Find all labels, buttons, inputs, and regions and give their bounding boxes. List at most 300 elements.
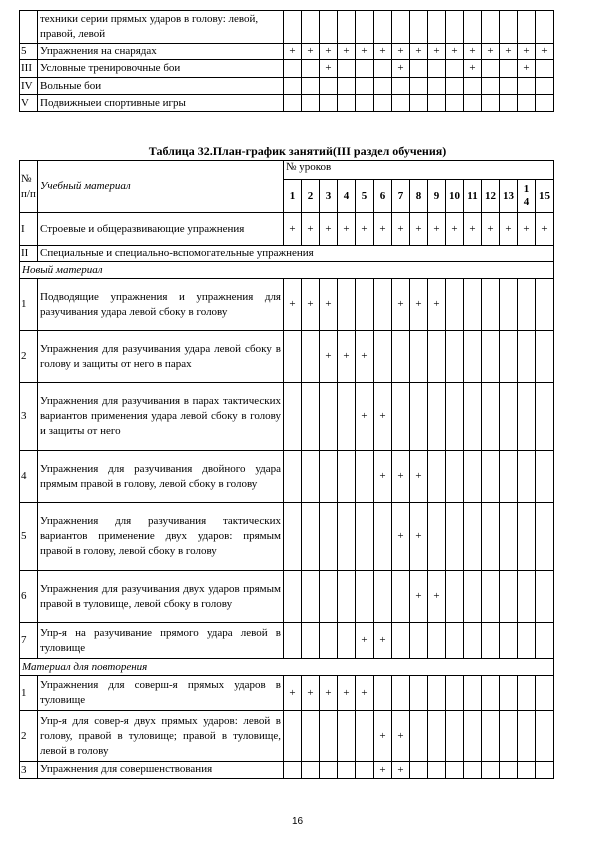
lesson-cell [356,11,374,44]
plus-mark: + [523,222,530,235]
lesson-cell [338,762,356,779]
lesson-cell [320,383,338,451]
lesson-number-text: 5 [361,189,368,202]
lesson-cell [374,711,392,762]
lesson-cell [500,676,518,711]
lesson-cell [320,11,338,44]
lesson-cell [392,60,410,78]
lesson-cell [338,60,356,78]
row-number: 3 [20,762,38,779]
lesson-cell [536,331,554,383]
lesson-cell [464,451,482,503]
lesson-cell [482,44,500,60]
plus-mark: + [361,222,368,235]
lesson-cell [482,571,500,623]
lesson-number [410,180,428,213]
plus-mark: + [343,45,350,57]
lesson-cell [464,11,482,44]
lesson-cell [320,676,338,711]
lesson-cell [392,451,410,503]
plus-mark: + [415,222,422,235]
table-row [20,246,554,262]
lesson-cell [410,60,428,78]
lesson-cell [500,95,518,112]
plus-mark: + [415,530,422,542]
row-number: IV [20,78,38,95]
plus-mark: + [415,298,422,310]
lesson-cell [284,213,302,246]
lesson-cell [374,623,392,659]
plus-mark: + [325,350,332,362]
lesson-cell [464,623,482,659]
row-number: 3 [20,383,38,451]
lesson-cell [284,95,302,112]
lesson-number-text: 14 [523,182,530,208]
row-number: I [20,213,38,246]
row-text: Вольные бои [38,78,284,95]
lesson-cell [320,623,338,659]
plus-mark: + [415,590,422,602]
lesson-cell [410,451,428,503]
lesson-cell [446,762,464,779]
lesson-cell [482,711,500,762]
lesson-cell [392,331,410,383]
lesson-cell [320,44,338,60]
lesson-number-text: 8 [415,189,422,202]
lesson-cell [284,623,302,659]
lesson-cell [302,503,320,571]
lesson-cell [536,279,554,331]
lesson-cell [302,762,320,779]
lesson-cell [338,11,356,44]
lesson-cell [374,60,392,78]
lesson-cell [482,60,500,78]
lesson-cell [464,383,482,451]
lesson-cell [500,78,518,95]
lesson-number [464,180,482,213]
lesson-plan-table [19,160,554,779]
lesson-cell [536,60,554,78]
lesson-cell [518,213,536,246]
lesson-cell [356,676,374,711]
section-title: Материал для повторения [20,659,554,676]
lesson-cell [482,95,500,112]
lesson-cell [428,711,446,762]
plus-mark: + [361,350,368,362]
lesson-number-text: 7 [397,189,404,202]
lesson-cell [410,711,428,762]
section-row [20,659,554,676]
lesson-cell [536,711,554,762]
section-title: Новый материал [20,262,554,279]
lesson-cell [464,762,482,779]
plus-mark: + [433,590,440,602]
lesson-cell [464,331,482,383]
lesson-cell [356,60,374,78]
plus-mark: + [307,686,314,699]
lesson-cell [284,44,302,60]
lesson-cell [428,571,446,623]
table-row [20,331,554,383]
lesson-cell [500,44,518,60]
lesson-cell [374,95,392,112]
lesson-cell [500,279,518,331]
lesson-cell [410,213,428,246]
lesson-cell [428,78,446,95]
lesson-cell [464,711,482,762]
lesson-cell [464,571,482,623]
lesson-cell [410,95,428,112]
plus-mark: + [397,530,404,542]
lesson-cell [518,95,536,112]
lesson-cell [446,78,464,95]
lesson-cell [500,383,518,451]
plus-mark: + [379,729,386,742]
lesson-cell [500,11,518,44]
lesson-cell [518,78,536,95]
table-row [20,676,554,711]
lesson-number [392,180,410,213]
lesson-cell [356,623,374,659]
lesson-cell [482,623,500,659]
lesson-cell [410,503,428,571]
lesson-number-text: 15 [539,189,550,202]
row-text: Упражнения для разучивания двойного удара прямым правой в голову, левой сбоку в голову [38,451,284,503]
lesson-cell [518,11,536,44]
lesson-cell [410,44,428,60]
row-number: 1 [20,279,38,331]
lesson-number-text: 9 [433,189,440,202]
lesson-number-text: 13 [503,189,514,202]
lesson-cell [356,95,374,112]
material-header: Учебный материал [38,161,284,213]
lesson-number [320,180,338,213]
table-caption: Таблица 32.План-график занятий(III раздел обучения) [148,144,447,158]
lesson-cell [338,213,356,246]
lesson-cell [338,95,356,112]
plus-mark: + [541,222,548,235]
lesson-cell [536,78,554,95]
plus-mark: + [397,222,404,235]
lesson-cell [374,11,392,44]
lesson-cell [536,44,554,60]
lesson-cell [356,44,374,60]
plus-mark: + [469,62,476,74]
lesson-cell [464,213,482,246]
lesson-cell [482,78,500,95]
lesson-cell [284,676,302,711]
plus-mark: + [469,45,476,57]
lesson-cell [446,279,464,331]
plus-mark: + [397,298,404,310]
lesson-cell [446,11,464,44]
row-text: Упражнения на снарядах [38,44,284,60]
lesson-cell [338,623,356,659]
lesson-cell [374,331,392,383]
lesson-cell [302,676,320,711]
row-text: Упражнения для разучивания в парах тактических вариантов применения удара левой сбоку в голову и защиты от него [38,383,284,451]
lesson-cell [428,11,446,44]
lesson-cell [338,78,356,95]
lesson-cell [302,60,320,78]
lesson-cell [356,213,374,246]
lesson-cell [536,676,554,711]
plus-mark: + [541,45,548,57]
plus-mark: + [415,470,422,482]
row-text: Подвижныеи спортивные игры [38,95,284,112]
lesson-cell [302,571,320,623]
row-text: Упражнения для разучивания удара левой сбоку в голову и защиты от него в парах [38,331,284,383]
plus-mark: + [325,298,332,310]
lesson-cell [374,279,392,331]
lesson-number-text: 10 [449,189,460,202]
plus-mark: + [325,45,332,57]
plus-mark: + [505,45,512,57]
lesson-cell [356,711,374,762]
lesson-cell [374,78,392,95]
lesson-cell [392,213,410,246]
plus-mark: + [325,62,332,74]
lesson-cell [284,711,302,762]
lesson-cell [284,331,302,383]
row-text: техники серии прямых ударов в голову: левой, правой, левой [38,11,284,44]
table-row [20,60,554,78]
row-number: V [20,95,38,112]
lesson-cell [356,451,374,503]
lesson-number [374,180,392,213]
lesson-cell [428,451,446,503]
lesson-cell [374,762,392,779]
lesson-cell [392,762,410,779]
lesson-cell [302,711,320,762]
row-text: Специальные и специально-вспомогательные упражнения [38,246,554,262]
lesson-cell [428,623,446,659]
lesson-cell [338,383,356,451]
lesson-cell [518,571,536,623]
lesson-cell [500,451,518,503]
lesson-number-text: 2 [307,189,314,202]
lesson-cell [500,762,518,779]
lesson-cell [518,279,536,331]
lesson-cell [536,95,554,112]
lesson-cell [428,279,446,331]
row-number: 2 [20,711,38,762]
lesson-cell [356,762,374,779]
plus-mark: + [433,298,440,310]
lesson-cell [356,383,374,451]
lesson-cell [338,503,356,571]
lesson-cell [284,503,302,571]
lesson-cell [482,11,500,44]
lesson-cell [464,279,482,331]
lesson-cell [374,44,392,60]
row-number: 2 [20,331,38,383]
lesson-cell [446,44,464,60]
lesson-cell [482,503,500,571]
plus-mark: + [415,45,422,57]
lesson-cell [284,383,302,451]
row-number [20,11,38,44]
lesson-cell [392,623,410,659]
lesson-cell [536,503,554,571]
plus-mark: + [379,222,386,235]
lesson-cell [500,711,518,762]
page-number: 16 [291,816,304,827]
row-text: Упр-я для совер-я двух прямых ударов: левой в голову, правой в туловище; правой в туловище, левой в голову [38,711,284,762]
lesson-cell [446,331,464,383]
row-number: 1 [20,676,38,711]
lesson-cell [446,451,464,503]
lesson-cell [392,44,410,60]
lesson-cell [500,60,518,78]
table-row [20,213,554,246]
plus-mark: + [289,298,296,310]
lesson-cell [446,571,464,623]
lesson-cell [284,762,302,779]
plus-mark: + [361,410,368,422]
lesson-cell [338,711,356,762]
plus-mark: + [361,45,368,57]
lesson-cell [320,503,338,571]
lesson-number [500,180,518,213]
row-number: 5 [20,503,38,571]
lesson-cell [374,676,392,711]
lesson-cell [410,383,428,451]
lesson-cell [392,95,410,112]
row-number: 5 [20,44,38,60]
lesson-cell [482,213,500,246]
lesson-cell [374,503,392,571]
lesson-cell [428,676,446,711]
lesson-cell [464,44,482,60]
lesson-number-text: 12 [485,189,496,202]
lesson-cell [284,571,302,623]
row-text: Упражнения для соверш-я прямых ударов в туловище [38,676,284,711]
plus-mark: + [397,45,404,57]
plus-mark: + [469,222,476,235]
row-text: Условные тренировочные бои [38,60,284,78]
table-row [20,95,554,112]
row-number: 7 [20,623,38,659]
lesson-cell [302,279,320,331]
lesson-cell [302,383,320,451]
lesson-cell [518,711,536,762]
lesson-cell [284,451,302,503]
lesson-cell [500,213,518,246]
lesson-cell [482,279,500,331]
lesson-cell [500,623,518,659]
lesson-cell [302,78,320,95]
lesson-cell [410,279,428,331]
lesson-cell [410,78,428,95]
lesson-cell [500,331,518,383]
lesson-cell [464,95,482,112]
lesson-cell [464,503,482,571]
plus-mark: + [451,222,458,235]
lesson-cell [284,279,302,331]
lesson-cell [356,571,374,623]
lesson-cell [392,78,410,95]
lesson-cell [302,451,320,503]
lesson-cell [410,623,428,659]
lesson-number [518,180,536,213]
plus-mark: + [487,45,494,57]
lesson-cell [338,279,356,331]
lesson-cell [536,623,554,659]
lesson-cell [428,60,446,78]
row-number: II [20,246,38,262]
lesson-cell [428,95,446,112]
row-number: III [20,60,38,78]
plus-mark: + [397,763,404,776]
lesson-number-text: 11 [467,189,478,202]
lesson-cell [284,11,302,44]
lesson-cell [536,11,554,44]
lesson-number [338,180,356,213]
lesson-cell [374,451,392,503]
lesson-cell [428,503,446,571]
lesson-cell [356,331,374,383]
lesson-cell [446,213,464,246]
plus-mark: + [343,222,350,235]
plus-mark: + [379,763,386,776]
lesson-cell [392,11,410,44]
table-row [20,383,554,451]
lesson-number-text: 4 [343,189,350,202]
lesson-cell [518,60,536,78]
lesson-cell [518,451,536,503]
lesson-cell [338,44,356,60]
plus-mark: + [451,45,458,57]
lesson-cell [518,331,536,383]
lesson-number [536,180,554,213]
lesson-number-text: 6 [379,189,386,202]
plus-mark: + [397,729,404,742]
plus-mark: + [325,686,332,699]
lesson-cell [320,451,338,503]
lesson-cell [410,571,428,623]
plus-mark: + [523,45,530,57]
plus-mark: + [397,470,404,482]
row-text: Упражнения для совершенствования [38,762,284,779]
lesson-cell [500,571,518,623]
lesson-cell [320,95,338,112]
lesson-cell [320,711,338,762]
lesson-cell [518,503,536,571]
plus-mark: + [523,62,530,74]
lesson-cell [446,60,464,78]
lesson-cell [518,762,536,779]
lesson-cell [338,676,356,711]
lesson-cell [410,331,428,383]
row-text: Подводящие упражнения и упражнения для разучивания удара левой сбоку в голову [38,279,284,331]
lesson-cell [356,503,374,571]
table-row [20,762,554,779]
lesson-number [446,180,464,213]
lesson-cell [464,676,482,711]
lesson-cell [338,451,356,503]
plus-mark: + [433,222,440,235]
table-row [20,623,554,659]
lesson-cell [284,78,302,95]
lesson-cell [320,279,338,331]
lesson-cell [320,60,338,78]
lesson-cell [410,11,428,44]
lesson-cell [518,623,536,659]
table-row [20,451,554,503]
lesson-number [428,180,446,213]
plus-mark: + [289,45,296,57]
